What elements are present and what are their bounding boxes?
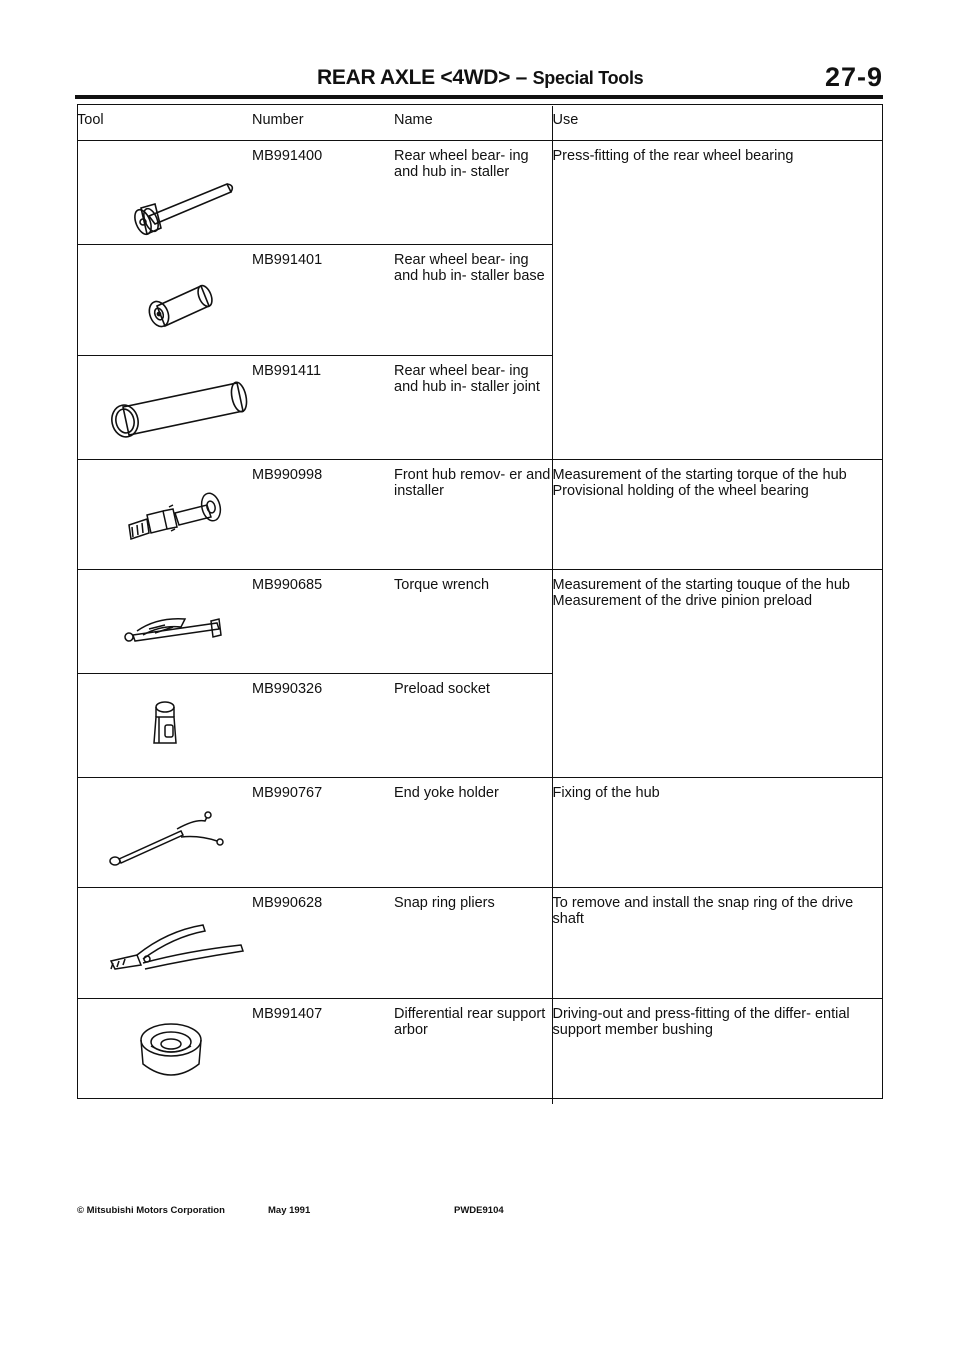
footer-code: PWDE9104 (454, 1205, 504, 1216)
table-row (77, 570, 882, 674)
tool-name: End yoke holder (394, 778, 552, 888)
tool-image-cell (77, 674, 252, 778)
tool-name: Differential rear support arbor (394, 1006, 546, 1038)
tool-number: MB991401 (252, 245, 394, 356)
tool-image-cell (77, 356, 252, 460)
tool-use: Press-fitting of the rear wheel bearing (552, 141, 882, 460)
title-dash: – (515, 66, 528, 89)
tool-name: Front hub remov- er and installer (394, 460, 552, 570)
snap-ring-pliers-icon (77, 895, 252, 995)
installer-joint-icon (77, 363, 252, 459)
tool-name: Snap ring pliers (394, 888, 552, 999)
section-subtitle: Special Tools (532, 68, 644, 88)
preload-socket-icon (77, 681, 252, 777)
table-row (77, 778, 882, 888)
tool-number: MB990998 (252, 460, 394, 570)
tool-use: To remove and install the snap ring of the drive shaft (552, 888, 882, 999)
tool-number: MB990685 (252, 570, 394, 674)
installer-base-icon (77, 252, 252, 352)
tool-image-cell (77, 245, 252, 356)
tool-image-cell (77, 141, 252, 245)
tool-number: MB990326 (252, 674, 394, 778)
tool-name: Rear wheel bear- ing and hub in- staller base (394, 245, 552, 356)
table-header-row (77, 106, 882, 141)
special-tools-table (77, 106, 882, 1104)
tool-name: Rear wheel bear- ing and hub in- staller joint (394, 356, 552, 460)
table-row (77, 460, 882, 570)
hub-remover-icon (77, 467, 252, 567)
table-row (77, 999, 882, 1105)
table-row (77, 888, 882, 999)
tool-use: Measurement of the starting torque of the hub Provisional holding of the wheel bearing (552, 460, 882, 570)
tool-number: MB991400 (252, 141, 394, 245)
tool-image-cell (77, 570, 252, 674)
tool-use: Measurement of the starting touque of the hub Measurement of the drive pinion preload (552, 570, 882, 778)
col-header-number: Number (252, 106, 394, 141)
table-row (77, 141, 882, 245)
footer-date: May 1991 (268, 1205, 311, 1216)
bearing-installer-rod-icon (77, 148, 252, 244)
tool-image-cell (77, 888, 252, 999)
tool-number: MB991411 (252, 356, 394, 460)
tool-image-cell (77, 999, 252, 1105)
col-header-name: Name (394, 106, 552, 141)
tool-use: Fixing of the hub (552, 778, 882, 888)
footer-copyright: © Mitsubishi Motors Corporation (77, 1205, 225, 1216)
section-title: REAR AXLE <4WD> (317, 66, 511, 89)
tool-image-cell (77, 778, 252, 888)
end-yoke-holder-icon (77, 785, 252, 885)
tool-name: Torque wrench (394, 570, 552, 674)
tool-image-cell (77, 460, 252, 570)
tool-number: MB990628 (252, 888, 394, 999)
tool-number: MB991407 (252, 1006, 323, 1022)
tool-name: Rear wheel bear- ing and hub in- staller (394, 141, 552, 245)
col-header-tool: Tool (77, 106, 252, 141)
support-arbor-icon (77, 1006, 252, 1104)
tool-use: Driving-out and press-fitting of the differ- ential support member bushing (552, 999, 882, 1105)
tool-number: MB990767 (252, 778, 394, 888)
torque-wrench-icon (77, 577, 252, 673)
page-number: 27-9 (824, 62, 883, 92)
header-rule (75, 95, 883, 99)
tool-name: Preload socket (394, 674, 552, 778)
col-header-use: Use (552, 106, 882, 141)
page-header (75, 62, 883, 94)
page-title (317, 66, 643, 90)
